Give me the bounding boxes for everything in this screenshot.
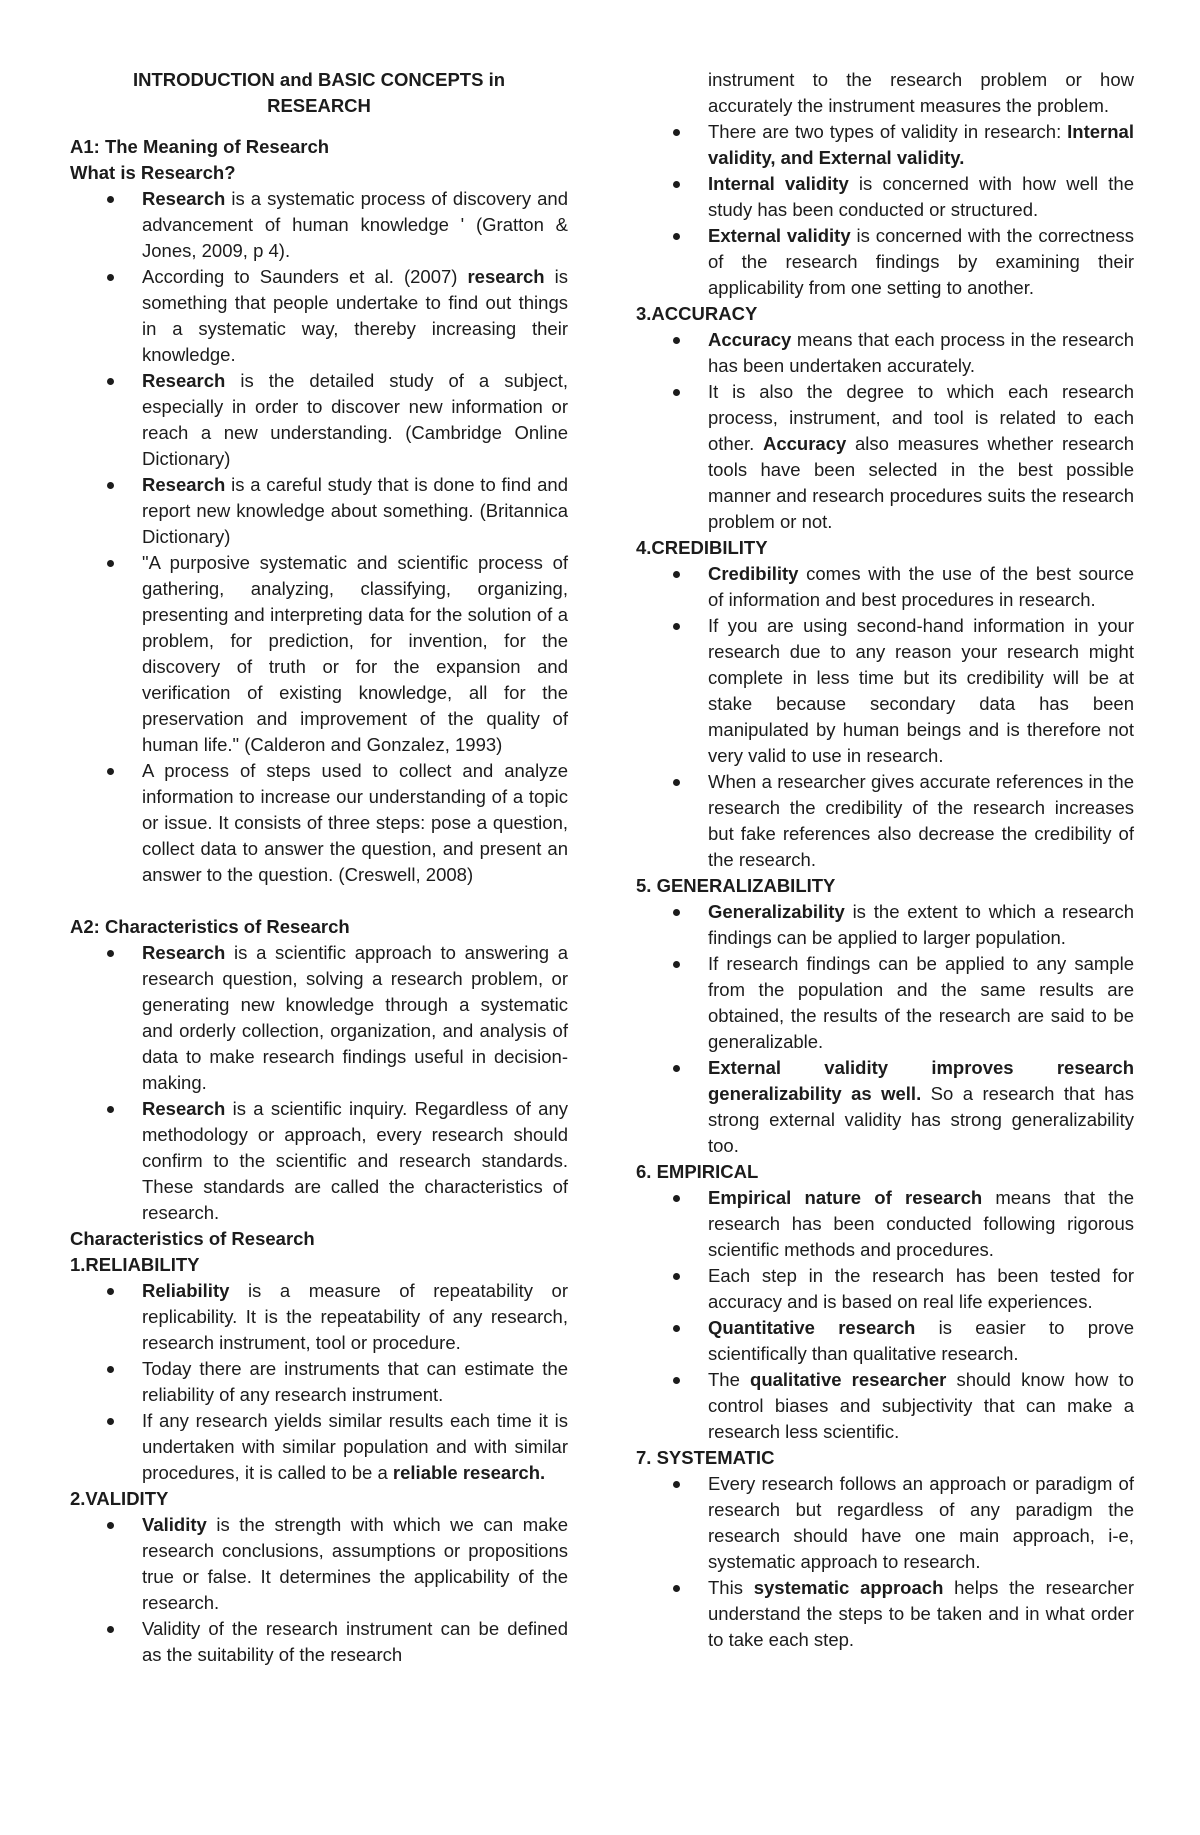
accuracy-list bbox=[636, 327, 1134, 535]
list-item: Research is a careful study that is done to find and report new knowledge about something. (Britannica Dictionary) bbox=[142, 472, 568, 550]
document-title: INTRODUCTION and BASIC CONCEPTS in RESEARCH bbox=[132, 69, 506, 116]
heading-empirical: 6. EMPIRICAL bbox=[636, 1161, 759, 1182]
list-item: Generalizability is the extent to which a research findings can be applied to larger population. bbox=[708, 899, 1134, 951]
empirical-list bbox=[636, 1185, 1134, 1445]
list-item: There are two types of validity in research: Internal validity, and External validity. bbox=[708, 119, 1134, 171]
list-item: Research is a scientific approach to answering a research question, solving a research problem, or generating new knowledge through a systematic and orderly collection, organization, and analysis of data to make research findings useful in decision-making. bbox=[142, 940, 568, 1096]
list-item: Credibility comes with the use of the best source of information and best procedures in research. bbox=[708, 561, 1134, 613]
list-item: This systematic approach helps the researcher understand the steps to be taken and in what order to take each step. bbox=[708, 1575, 1134, 1653]
list-item: Research is a systematic process of discovery and advancement of human knowledge ' (Gratton & Jones, 2009, p 4). bbox=[142, 186, 568, 264]
list-item: External validity improves research generalizability as well. So a research that has strong external validity has strong generalizability too. bbox=[708, 1055, 1134, 1159]
list-item: Validity is the strength with which we can make research conclusions, assumptions or propositions true or false. It determines the applicability of the research. bbox=[142, 1512, 568, 1616]
list-item: When a researcher gives accurate references in the research the credibility of the research increases but fake references also decrease the credibility of the research. bbox=[708, 769, 1134, 873]
systematic-list bbox=[636, 1471, 1134, 1653]
right-column bbox=[636, 67, 1134, 1653]
left-column bbox=[70, 67, 568, 1668]
list-item: Research is the detailed study of a subject, especially in order to discover new information or reach a new understanding. (Cambridge Online Dictionary) bbox=[142, 368, 568, 472]
list-item: Reliability is a measure of repeatability or replicability. It is the repeatability of any research, research instrument, tool or procedure. bbox=[142, 1278, 568, 1356]
list-item: Validity of the research instrument can be defined as the suitability of the research bbox=[142, 1616, 568, 1668]
validity-list-continued bbox=[636, 119, 1134, 301]
list-item: According to Saunders et al. (2007) research is something that people undertake to find out things in a systematic way, thereby increasing their knowledge. bbox=[142, 264, 568, 368]
list-item: Quantitative research is easier to prove scientifically than qualitative research. bbox=[708, 1315, 1134, 1367]
heading-validity: 2.VALIDITY bbox=[70, 1488, 169, 1509]
list-item: If any research yields similar results each time it is undertaken with similar population and with similar procedures, it is called to be a reliable research. bbox=[142, 1408, 568, 1486]
section-heading-a1: A1: The Meaning of Research bbox=[70, 136, 330, 157]
heading-credibility: 4.CREDIBILITY bbox=[636, 537, 768, 558]
list-item: The qualitative researcher should know how to control biases and subjectivity that can make a research less scientific. bbox=[708, 1367, 1134, 1445]
list-item: It is also the degree to which each research process, instrument, and tool is related to each other. Accuracy also measures whether research tools have been selected in the best possible manner and research procedures suits the research problem or not. bbox=[708, 379, 1134, 535]
list-item: Research is a scientific inquiry. Regardless of any methodology or approach, every research should confirm to the scientific and research standards. These standards are called the characteristics of research. bbox=[142, 1096, 568, 1226]
section-heading-a2: A2: Characteristics of Research bbox=[70, 916, 350, 937]
heading-accuracy: 3.ACCURACY bbox=[636, 303, 758, 324]
subheading-characteristics: Characteristics of Research bbox=[70, 1228, 315, 1249]
list-item: Every research follows an approach or paradigm of research but regardless of any paradigm the research should have one main approach, i-e, systematic approach to research. bbox=[708, 1471, 1134, 1575]
a2-list bbox=[70, 940, 568, 1226]
list-item: Internal validity is concerned with how well the study has been conducted or structured. bbox=[708, 171, 1134, 223]
list-item: External validity is concerned with the correctness of the research findings by examining their applicability from one setting to another. bbox=[708, 223, 1134, 301]
heading-systematic: 7. SYSTEMATIC bbox=[636, 1447, 775, 1468]
list-item: If you are using second-hand information in your research due to any reason your research might complete in less time but its credibility will be at stake because secondary data has been manipulated by human beings and is therefore not very valid to use in research. bbox=[708, 613, 1134, 769]
validity-list bbox=[70, 1512, 568, 1668]
list-item: If research findings can be applied to any sample from the population and the same results are obtained, the results of the research are said to be generalizable. bbox=[708, 951, 1134, 1055]
credibility-list bbox=[636, 561, 1134, 873]
list-item: "A purposive systematic and scientific process of gathering, analyzing, classifying, organizing, presenting and interpreting data for the solution of a problem, for prediction, for invention, for the discovery of truth or for the expansion and verification of existing knowledge, all for the preservation and improvement of the quality of human life." (Calderon and Gonzalez, 1993) bbox=[142, 550, 568, 758]
subheading-what-is-research: What is Research? bbox=[70, 162, 236, 183]
reliability-list bbox=[70, 1278, 568, 1486]
list-item: Today there are instruments that can estimate the reliability of any research instrument. bbox=[142, 1356, 568, 1408]
list-item: Empirical nature of research means that the research has been conducted following rigorous scientific methods and procedures. bbox=[708, 1185, 1134, 1263]
a1-list bbox=[70, 186, 568, 888]
generalizability-list bbox=[636, 899, 1134, 1159]
list-item: Each step in the research has been tested for accuracy and is based on real life experiences. bbox=[708, 1263, 1134, 1315]
list-item: Accuracy means that each process in the research has been undertaken accurately. bbox=[708, 327, 1134, 379]
heading-generalizability: 5. GENERALIZABILITY bbox=[636, 875, 836, 896]
heading-reliability: 1.RELIABILITY bbox=[70, 1254, 200, 1275]
validity-continuation: instrument to the research problem or how accurately the instrument measures the problem. bbox=[708, 69, 1134, 116]
list-item: A process of steps used to collect and analyze information to increase our understanding of a topic or issue. It consists of three steps: pose a question, collect data to answer the question, and present an answer to the question. (Creswell, 2008) bbox=[142, 758, 568, 888]
